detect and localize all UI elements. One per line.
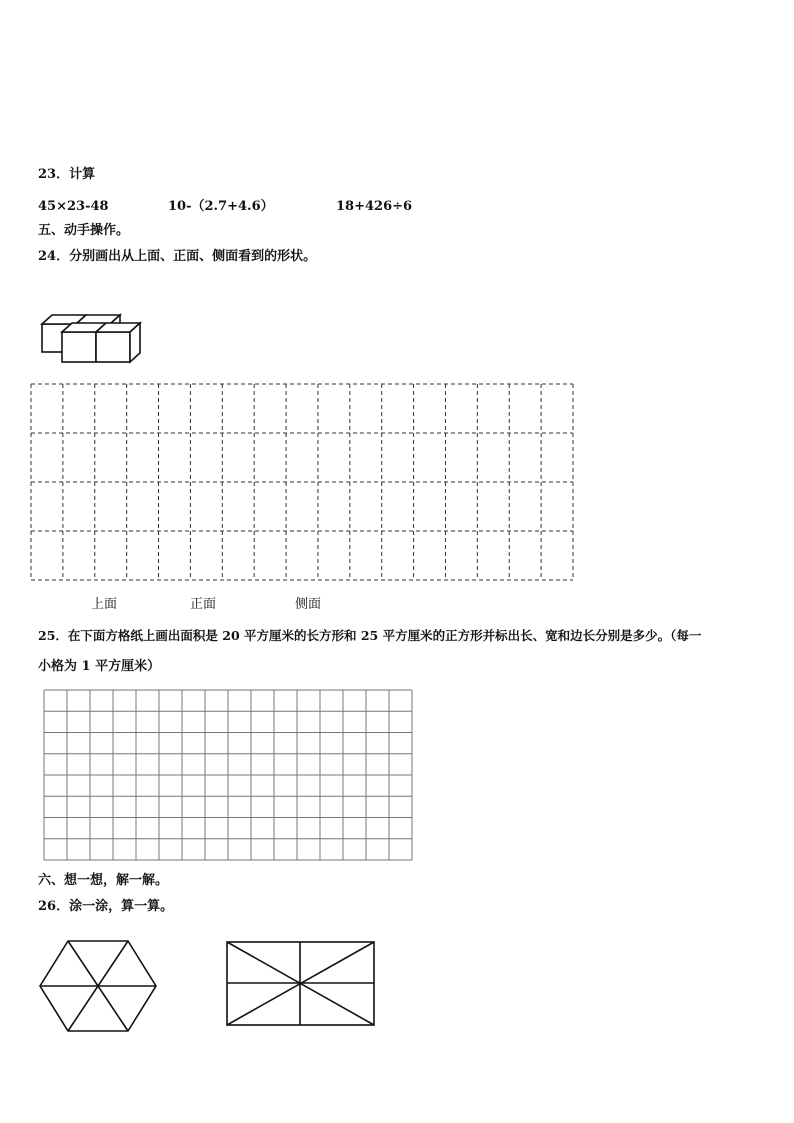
- q24-label-top: 上面: [91, 597, 118, 612]
- q25-square-grid[interactable]: [43, 689, 413, 861]
- q26-title: 26．涂一涂，算一算。: [38, 899, 174, 914]
- cube-block-figure: [40, 312, 144, 366]
- q23-expression-2: 10-（2.7+4.6）: [168, 199, 274, 214]
- q23-expression-1: 45×23-48: [38, 199, 109, 214]
- q25-title-line1: 25．在下面方格纸上画出面积是 20 平方厘米的长方形和 25 平方厘米的正方形并标出长、宽和边长分别是多少。（每一: [38, 628, 702, 643]
- q24-title: 24．分别画出从上面、正面、侧面看到的形状。: [38, 249, 317, 264]
- rectangle-figure[interactable]: [226, 941, 376, 1027]
- q24-label-front: 正面: [190, 597, 217, 612]
- q24-dashed-grid[interactable]: [30, 383, 574, 581]
- section-6-heading: 六、想一想，解一解。: [38, 873, 169, 888]
- section-5-heading: 五、动手操作。: [38, 223, 130, 238]
- hexagon-figure[interactable]: [38, 940, 158, 1032]
- q23-expression-3: 18+426÷6: [336, 199, 413, 214]
- q23-title: 23．计算: [38, 167, 96, 182]
- q24-label-side: 侧面: [295, 597, 322, 612]
- q25-title-line2: 小格为 1 平方厘米）: [38, 659, 161, 674]
